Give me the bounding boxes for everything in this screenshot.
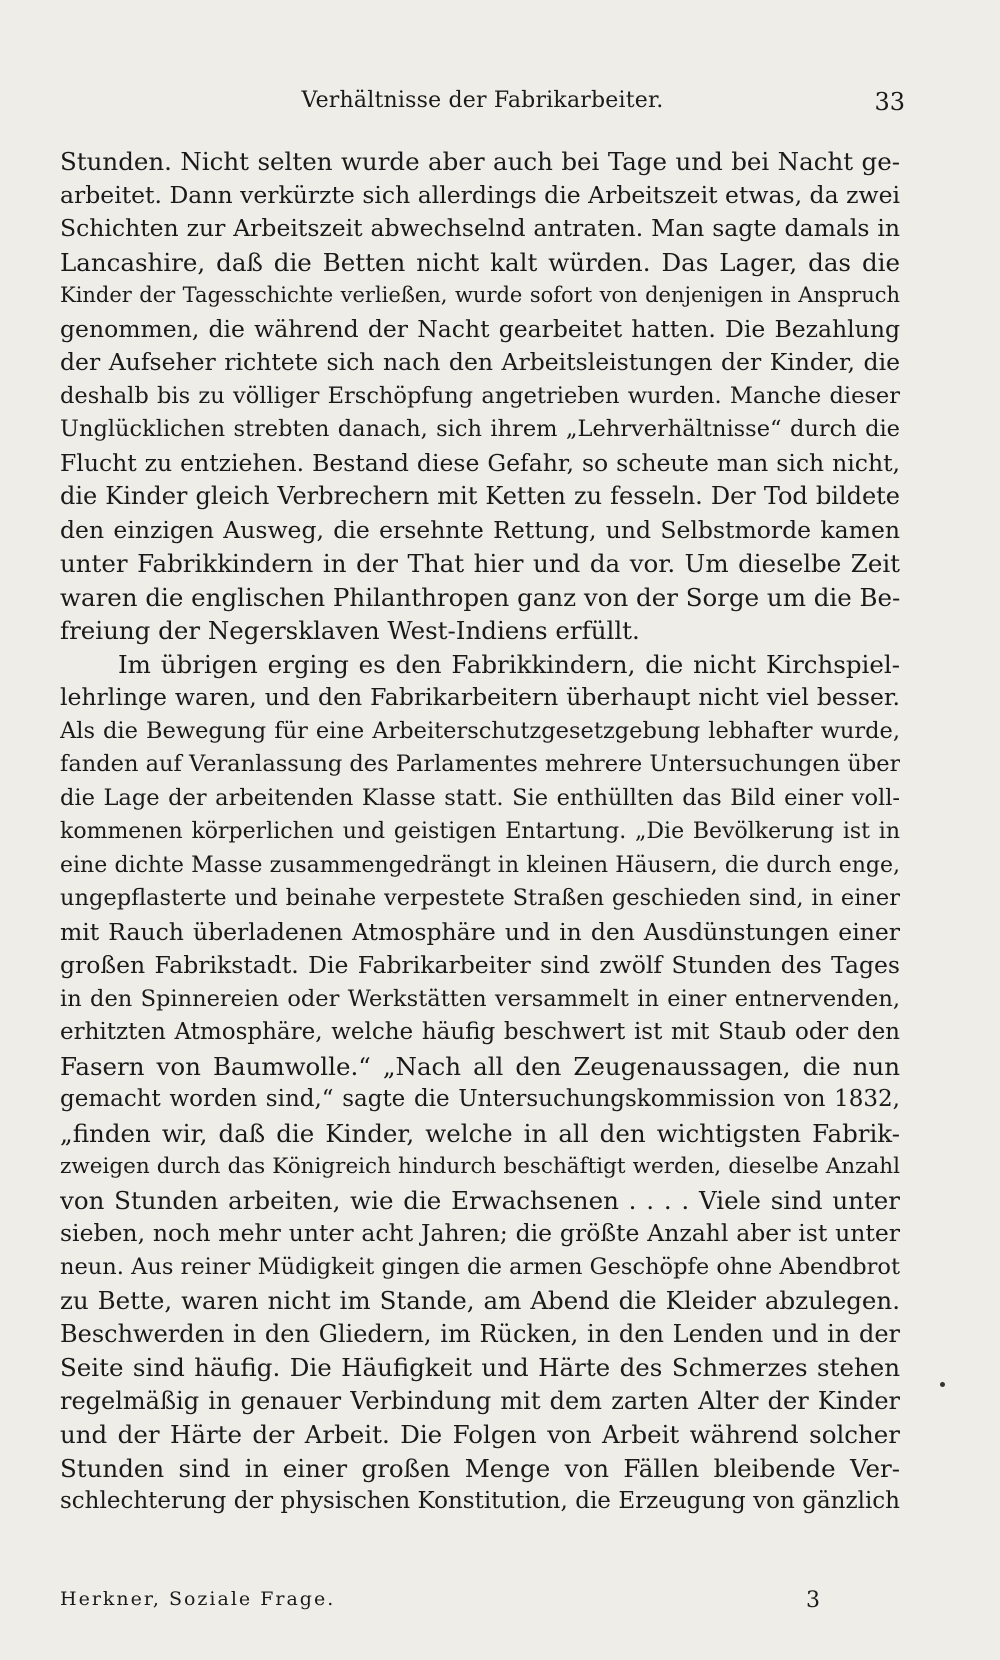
- paragraph-end-line: freiung der Negersklaven West-Indiens erfüllt.: [60, 616, 640, 645]
- text-line: Stunden sind in einer großen Menge von Fällen bleibende Ver-: [60, 1453, 900, 1483]
- print-speck: [940, 1382, 945, 1387]
- text-line: erhitzten Atmosphäre, welche häufig beschwert ist mit Staub oder den: [60, 1019, 900, 1045]
- text-line: eine dichte Masse zusammengedrängt in kleinen Häusern, die durch enge,: [60, 852, 900, 878]
- text-line: genommen, die während der Nacht gearbeitet hatten. Die Bezahlung: [60, 314, 900, 343]
- text-line: Kinder der Tagesschichte verließen, wurde sofort von denjenigen in Anspruch: [60, 283, 900, 307]
- text-line: deshalb bis zu völliger Erschöpfung angetrieben wurden. Manche dieser: [60, 382, 900, 409]
- text-line: Fasern von Baumwolle.“ „Nach all den Zeugenaussagen, die nun: [60, 1051, 900, 1081]
- text-line: schlechterung der physischen Konstitution, die Erzeugung von gänzlich: [60, 1488, 900, 1514]
- text-line: Lancashire, daß die Betten nicht kalt würden. Das Lager, das die: [60, 247, 900, 277]
- text-line: neun. Aus reiner Müdigkeit gingen die armen Geschöpfe ohne Abendbrot: [60, 1253, 900, 1280]
- text-line: die Lage der arbeitenden Klasse statt. Sie enthüllten das Bild einer voll-: [60, 784, 900, 811]
- text-line: Unglücklichen strebten danach, sich ihrem „Lehrverhältnisse“ durch die: [60, 416, 900, 442]
- text-line: Seite sind häufig. Die Häufigkeit und Härte des Schmerzes stehen: [60, 1353, 900, 1382]
- text-line: kommenen körperlichen und geistigen Entartung. „Die Bevölkerung ist in: [60, 819, 900, 844]
- sheet-signature: Herkner, Soziale Frage.: [60, 1588, 336, 1610]
- text-line: in den Spinnereien oder Werkstätten versammelt in einer entnervenden,: [60, 985, 900, 1012]
- running-title: Verhältnisse der Fabrikarbeiter.: [301, 88, 664, 113]
- text-line: die Kinder gleich Verbrechern mit Ketten zu fesseln. Der Tod bildete: [60, 482, 900, 510]
- text-line: mit Rauch überladenen Atmosphäre und in den Ausdünstungen einer: [60, 917, 900, 946]
- text-line: ungepflasterte und beinahe verpestete Straßen geschieden sind, in einer: [60, 885, 900, 911]
- text-line: zu Bette, waren nicht im Stande, am Abend die Kleider abzulegen.: [60, 1286, 900, 1315]
- text-line: Stunden. Nicht selten wurde aber auch bei Tage und bei Nacht ge-: [60, 147, 900, 176]
- text-line: regelmäßig in genauer Verbindung mit dem zarten Alter der Kinder: [60, 1386, 900, 1415]
- text-line: unter Fabrikkindern in der That hier und da vor. Um dieselbe Zeit: [60, 549, 900, 578]
- text-line: großen Fabrikstadt. Die Fabrikarbeiter sind zwölf Stunden des Tages: [60, 951, 900, 979]
- text-line: Als die Bewegung für eine Arbeiterschutzgesetzgebung lebhafter wurde,: [60, 717, 900, 744]
- text-line: arbeitet. Dann verkürzte sich allerdings die Arbeitszeit etwas, da zwei: [60, 180, 900, 209]
- text-line: „finden wir, daß die Kinder, welche in all den wichtigsten Fabrik-: [60, 1118, 900, 1148]
- text-line: waren die englischen Philanthropen ganz von der Sorge um die Be-: [60, 582, 900, 612]
- text-line: zweigen durch das Königreich hindurch beschäftigt werden, dieselbe Anzahl: [60, 1154, 900, 1179]
- paragraph-start-line: Im übrigen erging es den Fabrikkindern, die nicht Kirchspiel-: [118, 649, 900, 679]
- body-text: [60, 145, 900, 1519]
- text-line: und der Härte der Arbeit. Die Folgen von Arbeit während solcher: [60, 1420, 900, 1449]
- running-head: [60, 88, 905, 120]
- text-line: sieben, noch mehr unter acht Jahren; die größte Anzahl aber ist unter: [60, 1219, 900, 1247]
- text-line: Schichten zur Arbeitszeit abwechselnd antraten. Man sagte damals in: [60, 214, 900, 242]
- text-line: gemacht worden sind,“ sagte die Untersuchungskommission von 1832,: [60, 1086, 900, 1112]
- text-line: fanden auf Veranlassung des Parlamentes mehrere Untersuchungen über: [60, 751, 900, 777]
- text-line: von Stunden arbeiten, wie die Erwachsenen . . . . Viele sind unter: [60, 1185, 900, 1215]
- text-line: den einzigen Ausweg, die ersehnte Rettung, und Selbstmorde kamen: [60, 515, 900, 544]
- text-line: der Aufseher richtete sich nach den Arbeitsleistungen der Kinder, die: [60, 348, 900, 376]
- footer: [60, 1588, 820, 1618]
- page-number: 33: [874, 88, 905, 116]
- text-line: Beschwerden in den Gliedern, im Rücken, in den Lenden und in der: [60, 1319, 900, 1348]
- text-line: lehrlinge waren, und den Fabrikarbeitern überhaupt nicht viel besser.: [60, 683, 900, 711]
- text-line: Flucht zu entziehen. Bestand diese Gefahr, so scheute man sich nicht,: [60, 448, 900, 477]
- sheet-number: 3: [806, 1588, 820, 1613]
